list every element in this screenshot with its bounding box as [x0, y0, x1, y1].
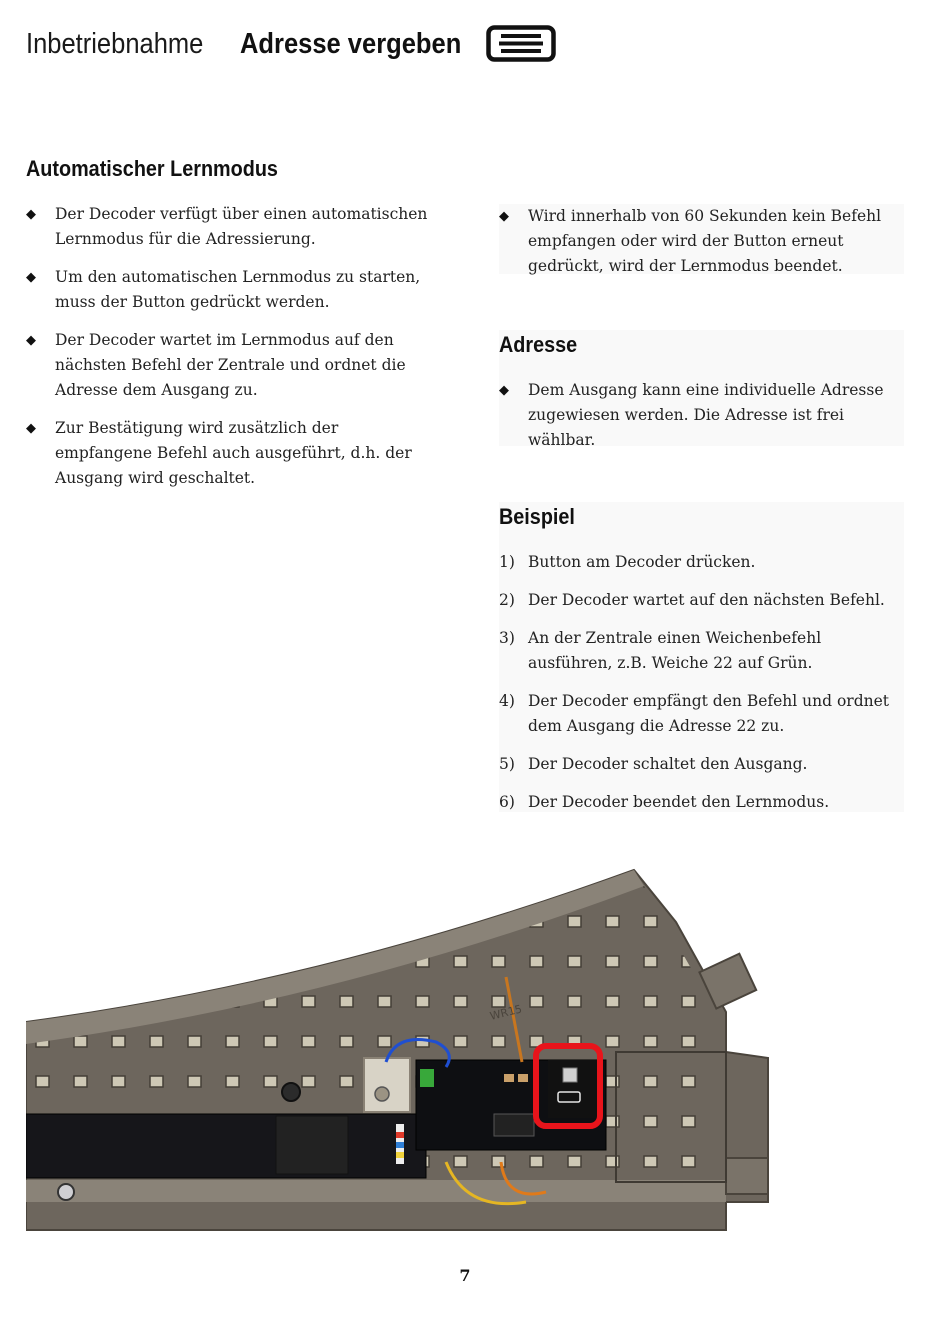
step-item: 6) Der Decoder beendet den Lernmodus. — [499, 793, 830, 811]
motor-housing — [26, 1114, 426, 1178]
section-title: Adresse vergeben — [240, 27, 462, 60]
bullet-diamond-icon: ◆ — [26, 421, 36, 436]
bullet-diamond-icon: ◆ — [26, 207, 36, 222]
bullet-diamond-icon: ◆ — [499, 209, 509, 224]
list-item: ◆ Zur Bestätigung wird zusätzlich der empfangene Befehl auch ausgeführt, d.h. der Ausgang wird geschaltet. — [26, 416, 436, 491]
list-item: ◆ Dem Ausgang kann eine individuelle Adresse zugewiesen werden. Die Adresse ist frei wählbar. — [499, 378, 904, 453]
heading-lernmodus: Automatischer Lernmodus — [26, 156, 278, 181]
lernmodus-list — [26, 202, 436, 491]
step-item: 1) Button am Decoder drücken. — [499, 553, 756, 571]
bullet-diamond-icon: ◆ — [26, 270, 36, 285]
example-block — [499, 502, 904, 812]
decoder-on-turnout-photo — [26, 862, 776, 1234]
screw-icon — [282, 1083, 300, 1101]
step-item: 5) Der Decoder schaltet den Ausgang. — [499, 755, 808, 773]
list-item: ◆ Um den automatischen Lernmodus zu starten, muss der Button gedrückt werden. — [26, 265, 436, 315]
screw-icon — [58, 1184, 74, 1200]
step-item: 2) Der Decoder wartet auf den nächsten Befehl. — [499, 591, 885, 609]
page-header — [26, 22, 480, 66]
list-item: ◆ Der Decoder verfügt über einen automatischen Lernmodus für die Adressierung. — [26, 202, 436, 252]
track-clip — [726, 1158, 768, 1194]
timeout-block — [499, 204, 904, 274]
page-number: 7 — [459, 1266, 471, 1285]
example-steps — [499, 550, 904, 815]
step-item: 3) An der Zentrale einen Weichenbefehl ausführen, z.B. Weiche 22 auf Grün. — [499, 629, 822, 672]
heading-beispiel: Beispiel — [499, 504, 575, 529]
straight-rail — [26, 1180, 726, 1202]
left-column — [26, 156, 436, 504]
bullet-diamond-icon: ◆ — [499, 383, 509, 398]
button-symbol-icon — [486, 25, 556, 62]
bullet-diamond-icon: ◆ — [26, 333, 36, 348]
step-item: 4) Der Decoder empfängt den Befehl und ordnet dem Ausgang die Adresse 22 zu. — [499, 692, 890, 735]
chapter-title: Inbetriebnahme — [26, 27, 204, 60]
push-button — [563, 1068, 577, 1082]
list-item: ◆ Der Decoder wartet im Lernmodus auf den nächsten Befehl der Zentrale und ordnet die Adresse dem Ausgang zu. — [26, 328, 436, 403]
heading-adresse: Adresse — [499, 332, 578, 357]
track-label: WR15 — [488, 1002, 524, 1023]
address-block — [499, 330, 904, 449]
list-item: ◆ Wird innerhalb von 60 Sekunden kein Befehl empfangen oder wird der Button erneut gedrückt, wird der Lernmodus beendet. — [499, 204, 904, 279]
